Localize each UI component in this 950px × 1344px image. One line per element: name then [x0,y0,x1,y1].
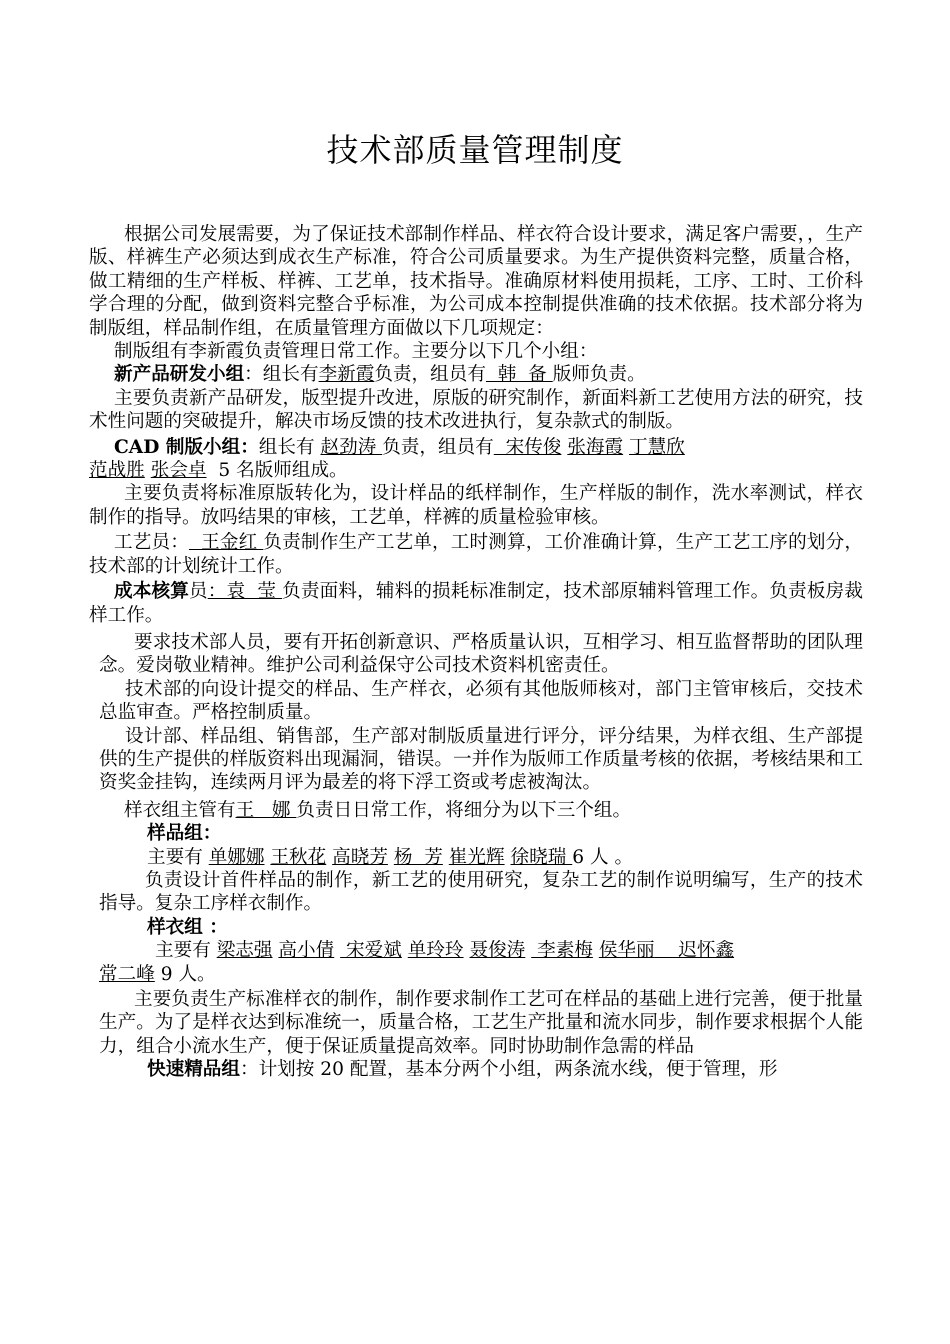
review-paragraph: 技术部的向设计提交的样品、生产样衣，必须有其他版师核对，部门主管审核后，交技术总监审查。严格控制质量。 [99,678,863,724]
document-body [89,223,863,1082]
garment-member: 单玲玲 [407,940,464,962]
garment-member: 聂俊涛 [469,940,526,962]
sample-group-label: 样品组： [147,823,222,845]
sample-member: 高晓芳 [332,846,388,868]
new-product-leader: 李新霞 [318,364,375,386]
craft-person: 王金红 [188,532,264,554]
cad-group-label: CAD 制版小组： [114,436,259,458]
cad-member: 宋传俊 [493,436,562,458]
sample-member: 徐晓瑞 [510,846,573,868]
cost-person: ：袁 莹 [207,581,283,603]
sample-group-description: 负责设计首件样品的制作，新工艺的使用研究，复杂工艺的制作说明编写，生产的技术指导。复杂工序样衣制作。 [99,869,863,915]
garment-member: 常二峰 [99,963,155,985]
cost-paragraph: 成本核算员：袁 莹 负责面料，辅料的损耗标准制定，技术部原辅料管理工作。负责板房裁样工作。 [89,581,863,626]
new-product-members: 韩 备 [485,364,553,386]
garment-group-description: 主要负责生产标准样衣的制作，制作要求制作工艺可在样品的基础上进行完善，便于批量生产。为了是样衣达到标准统一，质量合格，工艺生产批量和流水同步，制作要求根据个人能力，组合小流水生产，便于保证质量提高效率。同时协助制作急需的样品 [99,989,863,1057]
cad-group-paragraph: CAD 制版小组：组长有 赵劲涛 负责，组员有 宋传俊 张海霞 丁慧欣 范战胜 张会卓 5 名版师组成。 [89,436,685,482]
cad-member: 张海霞 [567,436,624,458]
quick-group-label: 快速精品组 [147,1059,240,1081]
new-product-description: 主要负责新产品研发，版型提升改进，原版的研究制作，新面料新工艺使用方法的研究，技术性问题的突破提升，解决市场反馈的技术改进执行，复杂款式的制版。 [89,387,863,433]
pattern-dept-paragraph: 制版组有李新霞负责管理日常工作。主要分以下几个小组： [114,341,598,363]
cad-member: 丁慧欣 [629,436,685,458]
new-product-group-label: 新产品研发小组 [114,364,245,386]
sample-dept-paragraph: 样衣组主管有王 娜 负责日日常工作，将细分为以下三个组。 [124,799,632,821]
garment-member: 侯华丽 [598,940,655,962]
garment-group-label: 样衣组 ： [147,916,228,938]
sample-member: 崔光辉 [448,846,505,868]
cad-member: 范战胜 [89,460,145,482]
evaluation-paragraph: 设计部、样品组、销售部，生产部对制版质量进行评分，评分结果，为样衣组、生产部提供的生产提供的样版资料出现漏洞，错误。一并作为版师工作质量考核的依据，考核结果和工资奖金挂钩，连续两月评为最差的将下浮工资或考虑被淘汰。 [99,725,863,794]
intro-paragraph: 根据公司发展需要，为了保证技术部制作样品、样衣符合设计要求，满足客户需要，，生产版、样裤生产必须达到成衣生产标准，符合公司质量要求。为生产提供资料完整，质量合格，做工精细的生产样板、样裤、工艺单，技术指导。准确原材料使用损耗，工序、工时、工价科学合理的分配，做到资料完整合乎标准，为公司成本控制提供准确的技术依据。技术部分将为制版组，样品制作组，在质量管理方面做以下几项规定： [89,224,863,339]
garment-group-members: 主要有 梁志强 高小倩 宋爱斌 单玲玲 聂俊涛 李素梅 侯华丽 迟怀鑫 常二峰 9 人。 [99,940,735,985]
requirement-paragraph: 要求技术部人员，要有开拓创新意识、严格质量认识，互相学习、相互监督帮助的团队理念。爱岗敬业精神。维护公司利益保守公司技术资料机密责任。 [99,631,863,677]
garment-member: 迟怀鑫 [654,940,735,962]
cost-label: 成本核算 [114,581,189,603]
garment-member: 高小倩 [278,940,335,962]
cad-description: 主要负责将标准原版转化为，设计样品的纸样制作，生产样版的制作，洗水率测试，样衣制作的指导。放吗结果的审核，工艺单，样裤的质量检验审核。 [89,483,863,528]
sample-dept-head: 王 娜 [235,799,297,821]
new-product-group-paragraph: 新产品研发小组：组长有李新霞负责，组员有 韩 备 版师负责。 [114,364,646,386]
sample-member: 单娜娜 [208,846,265,868]
garment-member: 梁志强 [216,940,273,962]
garment-member: 宋爱斌 [340,940,402,962]
cad-leader: 赵劲涛 [320,436,383,458]
sample-member: 杨 芳 [393,846,443,868]
document-title: 技术部质量管理制度 [326,131,624,169]
craft-paragraph: 工艺员： 王金红 负责制作生产工艺单，工时测算，工价准确计算，生产工艺工序的划分，技术部的计划统计工作。 [89,532,863,577]
sample-group-members: 主要有 单娜娜 王秋花 高晓芳 杨 芳 崔光辉 徐晓瑞 6 人 。 [147,846,634,868]
garment-member: 李素梅 [531,940,593,962]
sample-member: 王秋花 [270,846,327,868]
quick-group-paragraph: 快速精品组：计划按 20 配置，基本分两个小组，两条流水线，便于管理，形 [147,1059,778,1081]
cad-member: 张会卓 [150,460,207,482]
